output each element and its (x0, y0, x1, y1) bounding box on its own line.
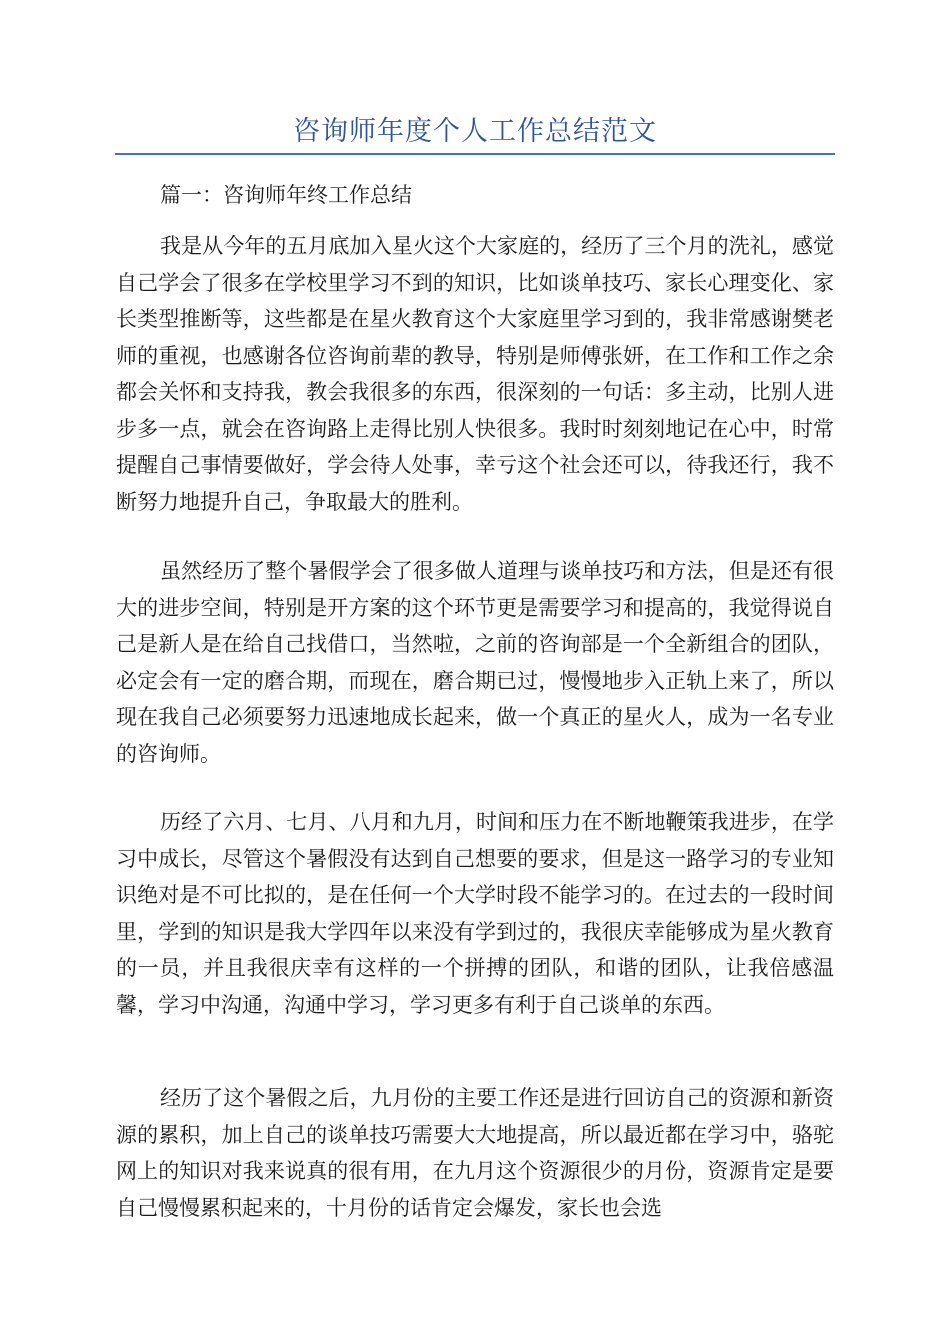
title-underline (115, 153, 835, 155)
paragraph-2: 虽然经历了整个暑假学会了很多做人道理与谈单技巧和方法，但是还有很大的进步空间，特别是开方案的这个环节更是需要学习和提高的，我觉得说自己是新人是在给自己找借口，当然啦，之前的咨询部是一个全新组合的团队，必定会有一定的磨合期，而现在，磨合期已过，慢慢地步入正轨上来了，所以现在我自己必须要努力迅速地成长起来，做一个真正的星火人，成为一名专业的咨询师。 (116, 559, 834, 766)
paragraph-3: 历经了六月、七月、八月和九月，时间和压力在不断地鞭策我进步，在学习中成长，尽管这个暑假没有达到自己想要的要求，但是这一路学习的专业知识绝对是不可比拟的，是在任何一个大学时段不能学习的。在过去的一段时间里，学到的知识是我大学四年以来没有学到过的，我很庆幸能够成为星火教育的一员，并且我很庆幸有这样的一个拼搏的团队，和谐的团队，让我倍感温馨，学习中沟通，沟通中学习，学习更多有利于自己谈单的东西。 (116, 810, 834, 1017)
paragraph-1: 我是从今年的五月底加入星火这个大家庭的，经历了三个月的洗礼，感觉自己学会了很多在学校里学习不到的知识，比如谈单技巧、家长心理变化、家长类型推断等，这些都是在星火教育这个大家庭里学习到的，我非常感谢樊老师的重视，也感谢各位咨询前辈的教导，特别是师傅张妍，在工作和工作之余都会关怀和支持我，教会我很多的东西，很深刻的一句话：多主动，比别人进步多一点，就会在咨询路上走得比别人快很多。我时时刻刻地记在心中，时常提醒自己事情要做好，学会待人处事，幸亏这个社会还可以，待我还行，我不断努力地提升自己，争取最大的胜利。 (116, 234, 834, 514)
paragraph-4: 经历了这个暑假之后，九月份的主要工作还是进行回访自己的资源和新资源的累积，加上自己的谈单技巧需要大大地提高，所以最近都在学习中，骆驼网上的知识对我来说真的很有用，在九月这个资源很少的月份，资源肯定是要自己慢慢累积起来的，十月份的话肯定会爆发，家长也会选 (116, 1086, 834, 1220)
document-title: 咨询师年度个人工作总结范文 (293, 116, 657, 147)
section-heading: 篇一：咨询师年终工作总结 (160, 183, 412, 207)
